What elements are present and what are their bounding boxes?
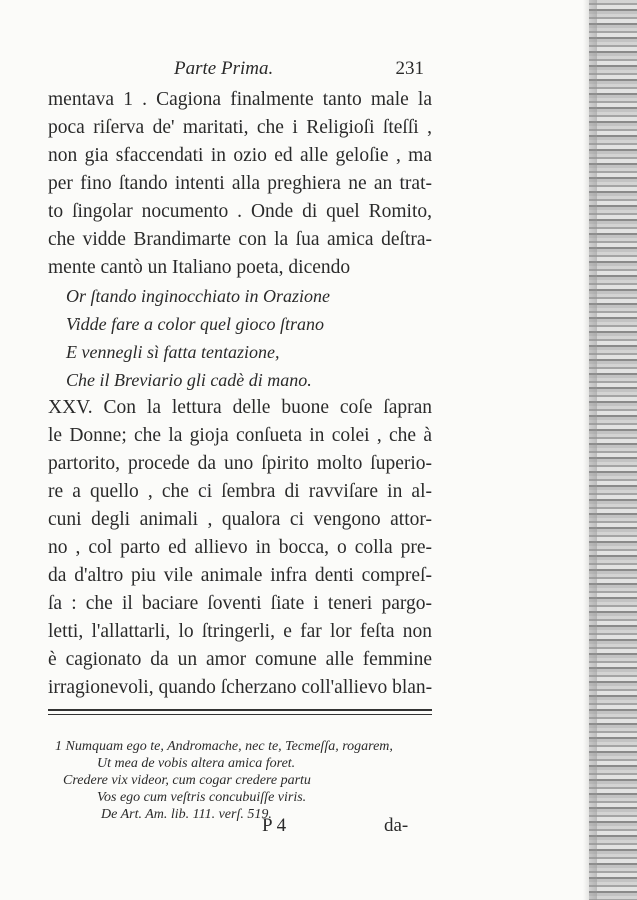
footnote-line: Credere vix videor, cum cogar credere partu bbox=[63, 773, 311, 788]
page-edge-gradient bbox=[583, 0, 597, 900]
text-line: letti, l'allattarli, lo ſtringerli, e far lor feſta non bbox=[48, 621, 432, 642]
footnote-line: 1 Numquam ego te, Andromache, nec te, Tecmeſſa, rogarem, bbox=[55, 739, 393, 754]
text-line: ſa : che il baciare ſoventi ſiate i teneri pargo- bbox=[48, 593, 432, 614]
main-text bbox=[48, 86, 432, 702]
verse-line: Che il Breviario gli cadè di mano. bbox=[66, 370, 312, 390]
text-line: mentava 1 . Cagiona finalmente tanto male la bbox=[48, 89, 432, 110]
text-line: partorito, procede da uno ſpirito molto ſuperio- bbox=[48, 453, 432, 474]
catchword: da- bbox=[384, 815, 409, 836]
text-line: poca riſerva de' maritati, che i Religioſi ſteſſi , bbox=[48, 117, 432, 138]
text-line: è cagionato da un amor comune alle femmine bbox=[48, 649, 432, 670]
footnote bbox=[55, 738, 435, 823]
page-number: 231 bbox=[395, 58, 424, 79]
text-line: to ſingolar nocumento . Onde di quel Romito, bbox=[48, 201, 432, 222]
text-line: per fino ſtando intenti alla preghiera ne an trat- bbox=[48, 173, 432, 194]
verse-line: E vennegli sì fatta tentazione, bbox=[66, 342, 280, 362]
footnote-line: Vos ego cum veſtris concubuiſſe viris. bbox=[97, 790, 307, 805]
footnote-line: Ut mea de vobis altera amica foret. bbox=[97, 756, 296, 771]
text-line: le Donne; che la gioja conſueta in colei , che à bbox=[48, 425, 432, 446]
running-title: Parte Prima. bbox=[174, 58, 274, 79]
signature-mark: P 4 bbox=[262, 815, 287, 836]
text-line: mente cantò un Italiano poeta, dicendo bbox=[48, 257, 351, 278]
text-line: irragionevoli, quando ſcherzano coll'allievo blan- bbox=[48, 677, 433, 698]
text-line: re a quello , che ci ſembra di ravviſare in al- bbox=[48, 481, 432, 502]
verse-line: Or ſtando inginocchiato in Orazione bbox=[66, 286, 330, 306]
text-line: cuni degli animali , qualora ci vengono attor- bbox=[48, 509, 432, 530]
verse-line: Vidde fare a color quel gioco ſtrano bbox=[66, 314, 324, 334]
footnote-line: De Art. Am. lib. 111. verſ. 519. bbox=[101, 807, 272, 822]
text-line: XXV. Con la lettura delle buone coſe ſapran bbox=[48, 397, 432, 418]
text-line: no , col parto ed allievo in bocca, o colla pre- bbox=[48, 537, 432, 558]
running-header bbox=[48, 58, 432, 84]
footnote-rule-thin bbox=[48, 714, 432, 715]
text-line: non gia sfaccendati in ozio ed alle geloſie , ma bbox=[48, 145, 432, 166]
text-line: da d'altro piu vile animale infra denti compreſ- bbox=[48, 565, 432, 586]
footnote-rule bbox=[48, 709, 432, 711]
text-line: che vidde Brandimarte con la ſua amica deſtra- bbox=[48, 229, 432, 250]
